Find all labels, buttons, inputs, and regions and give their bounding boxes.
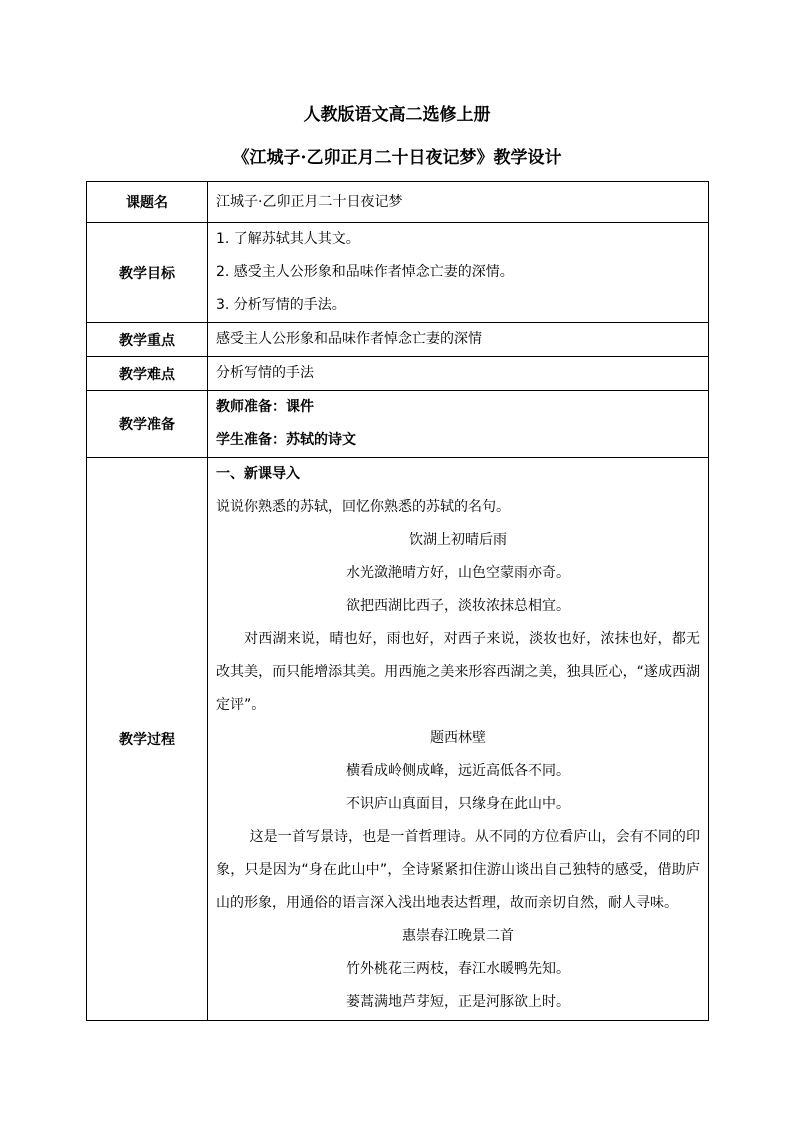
section-heading: 一、新课导入 [216, 466, 300, 482]
process-value [208, 458, 709, 1021]
table-row-goals [87, 223, 709, 323]
poem-commentary: 对西湖来说，晴也好，雨也好，对西子来说，淡妆也好，浓抹也好，都无改其美，而只能增添其美。用西施之美来形容西湖之美，独具匠心，“遂成西湖定评”。 [216, 631, 700, 713]
poem-title: 饮湖上初晴后雨 [409, 532, 507, 548]
goals-label: 教学目标 [87, 223, 208, 323]
table-row-process [87, 458, 709, 1021]
topic-text: 江城子·乙卯正月二十日夜记梦 [216, 193, 403, 210]
topic-value [208, 182, 709, 223]
difficulties-text: 分析写情的手法 [216, 365, 314, 381]
table-row-preparation [87, 391, 709, 458]
key-points-text: 感受主人公形象和品味作者悼念亡妻的深情 [216, 331, 482, 347]
key-points-label: 教学重点 [87, 323, 208, 357]
topic-label: 课题名 [87, 182, 208, 223]
document-title: 人教版语文高二选修上册 [303, 105, 491, 125]
poem-title: 题西林壁 [430, 730, 486, 746]
goal-item: 2. 感受主人公形象和品味作者悼念亡妻的深情。 [216, 264, 514, 280]
difficulties-value [208, 357, 709, 391]
poem-line: 竹外桃花三两枝，春江水暖鸭先知。 [346, 961, 570, 977]
poem-line: 水光潋滟晴方好，山色空蒙雨亦奇。 [346, 565, 570, 581]
preparation-label: 教学准备 [87, 391, 208, 458]
goal-item: 3. 分析写情的手法。 [216, 297, 346, 313]
process-label: 教学过程 [87, 458, 208, 1021]
goal-item: 1. 了解苏轼其人其文。 [216, 231, 360, 247]
intro-text: 说说你熟悉的苏轼，回忆你熟悉的苏轼的名句。 [216, 499, 510, 515]
document-subtitle: 《江城子·乙卯正月二十日夜记梦》教学设计 [232, 148, 562, 168]
table-row-topic [87, 182, 709, 223]
table-row-key-points [87, 323, 709, 357]
poem-line: 蒌蒿满地芦芽短，正是河豚欲上时。 [346, 994, 570, 1010]
poem-line: 欲把西湖比西子，淡妆浓抹总相宜。 [346, 598, 570, 614]
lesson-plan-table [86, 181, 709, 1021]
poem-commentary: 这是一首写景诗，也是一首哲理诗。从不同的方位看庐山，会有不同的印象，只是因为“身在此山中”，全诗紧紧扣住游山谈出自己独特的感受，借助庐山的形象，用通俗的语言深入浅出地表达哲理，故而亲切自然，耐人寻味。 [216, 829, 700, 911]
student-preparation: 学生准备：苏轼的诗文 [216, 432, 356, 448]
key-points-value [208, 323, 709, 357]
teacher-preparation: 教师准备：课件 [216, 399, 314, 415]
difficulties-label: 教学难点 [87, 357, 208, 391]
table-row-difficulties [87, 357, 709, 391]
preparation-value [208, 391, 709, 458]
goals-value [208, 223, 709, 323]
poem-title: 惠崇春江晚景二首 [402, 928, 514, 944]
poem-line: 不识庐山真面目，只缘身在此山中。 [346, 796, 570, 812]
poem-line: 横看成岭侧成峰，远近高低各不同。 [346, 763, 570, 779]
